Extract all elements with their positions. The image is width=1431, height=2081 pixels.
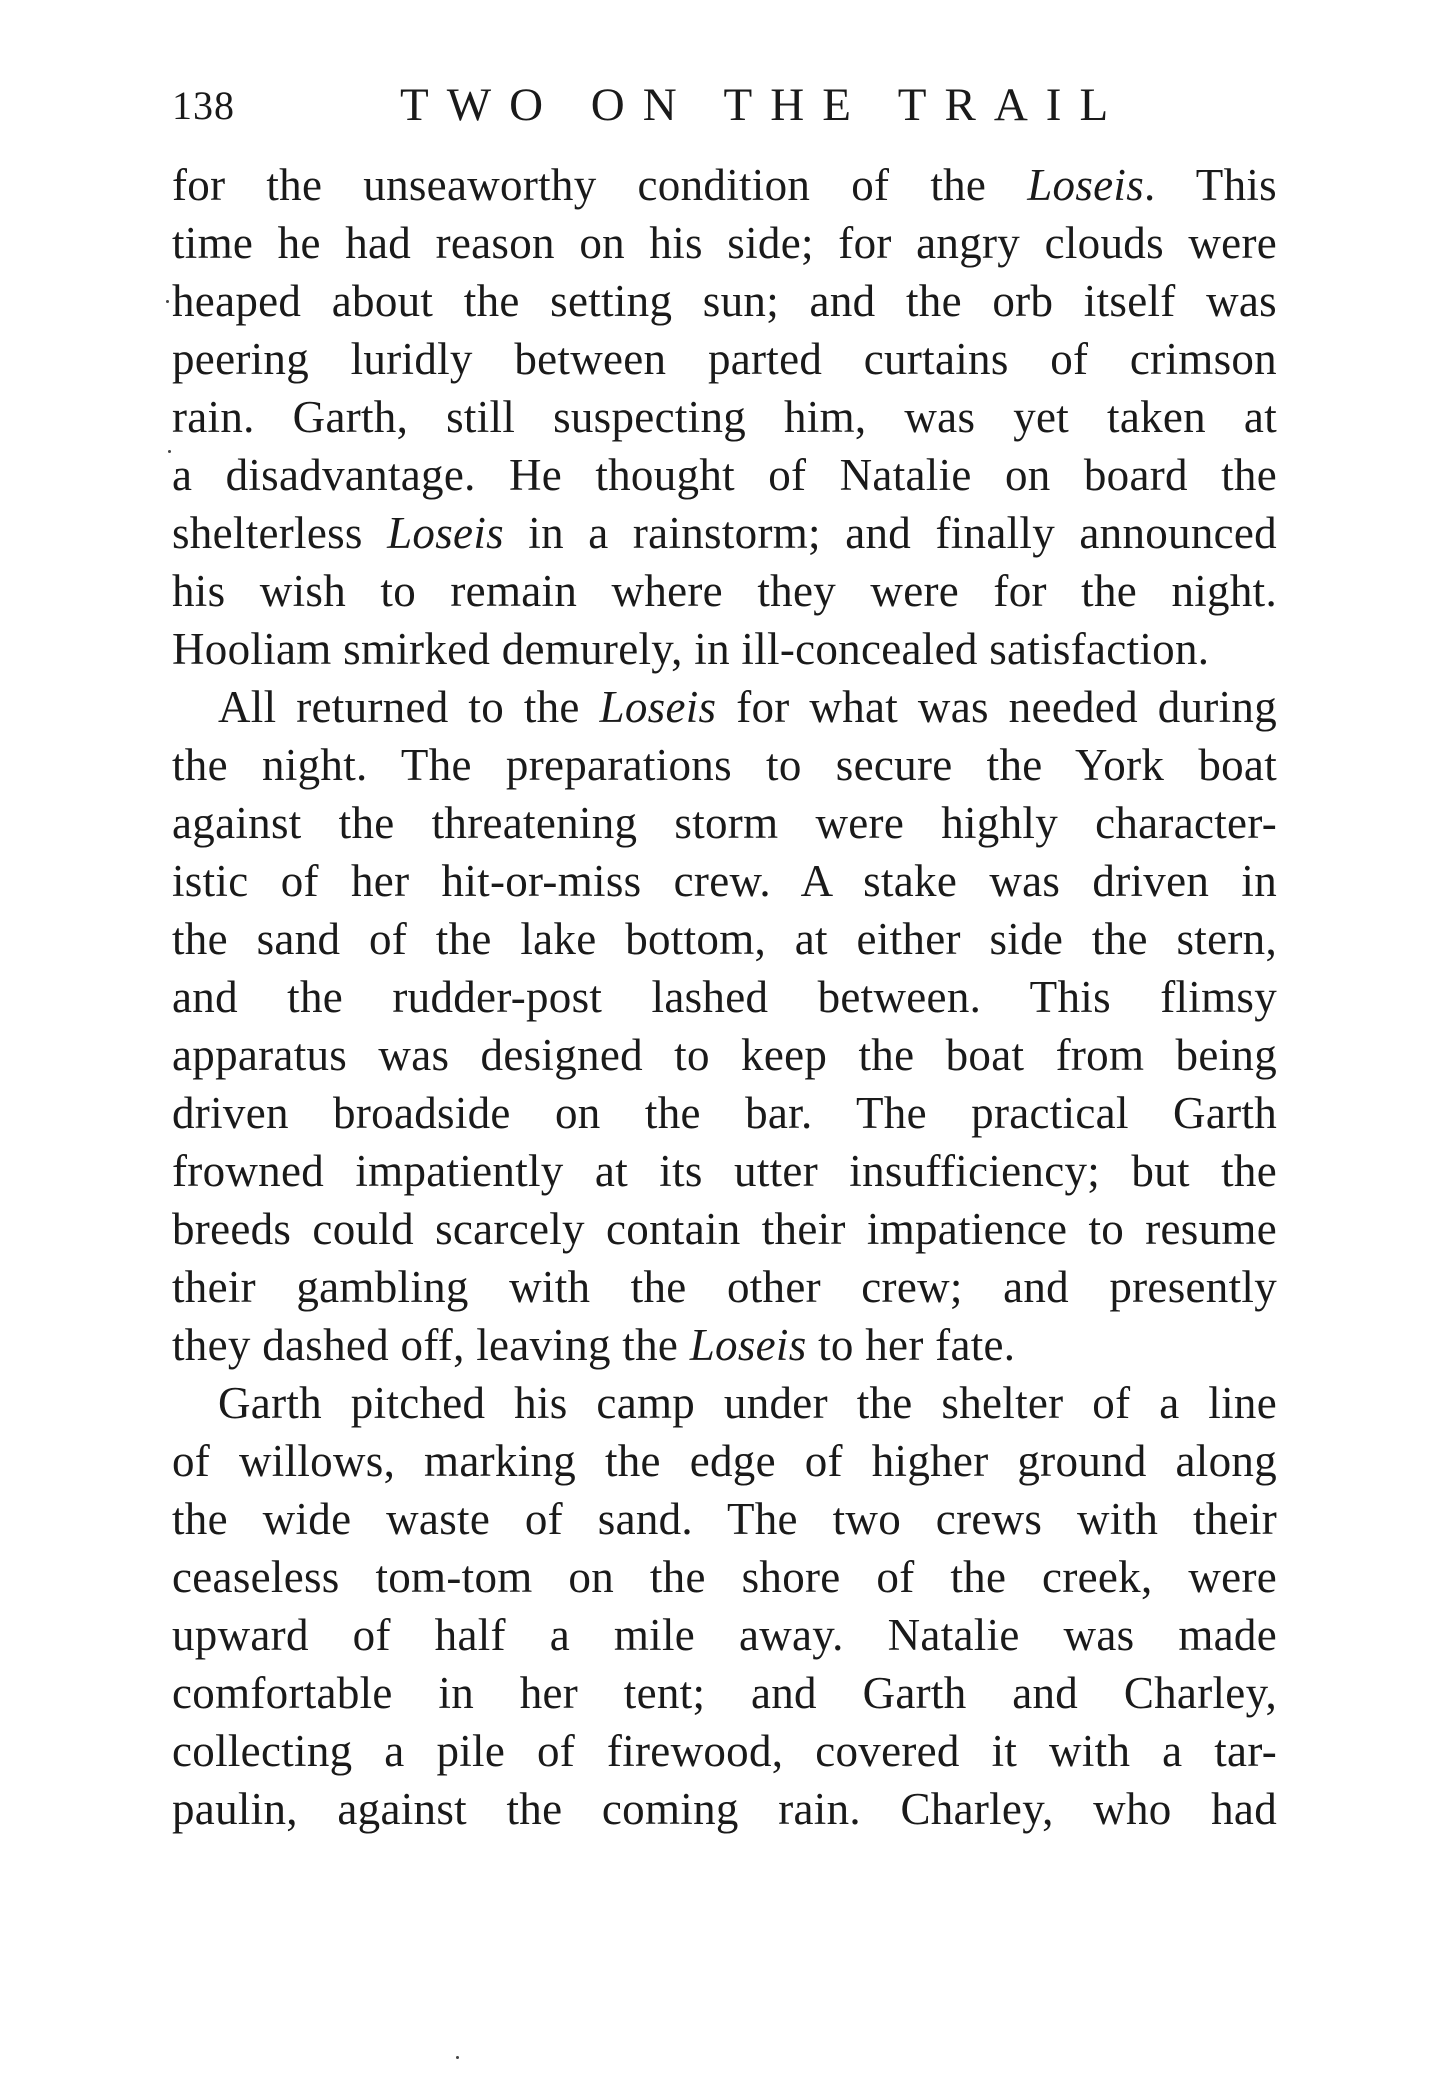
- page-number: 138: [172, 83, 235, 128]
- text-line: breeds could scarcely contain their impatience to resume: [172, 1204, 1277, 1254]
- text-line: ceaseless tom-tom on the shore of the creek, were: [172, 1552, 1277, 1602]
- paper-speck: [456, 2056, 459, 2059]
- text-line: the sand of the lake bottom, at either side the stern,: [172, 914, 1277, 964]
- text-line: for the unseaworthy condition of the Loseis. This: [172, 160, 1277, 210]
- text-line: heaped about the setting sun; and the orb itself was: [172, 276, 1277, 326]
- text-line: rain. Garth, still suspecting him, was yet taken at: [172, 392, 1277, 442]
- text-line: upward of half a mile away. Natalie was made: [172, 1610, 1277, 1660]
- text-line: driven broadside on the bar. The practical Garth: [172, 1088, 1277, 1138]
- text-line: the wide waste of sand. The two crews with their: [172, 1494, 1277, 1544]
- text-line: frowned impatiently at its utter insufficiency; but the: [172, 1146, 1277, 1196]
- text-line: time he had reason on his side; for angry clouds were: [172, 218, 1277, 268]
- paper-speck: [168, 450, 171, 453]
- text-line: comfortable in her tent; and Garth and Charley,: [172, 1668, 1277, 1718]
- page-header: [172, 78, 1277, 138]
- text-line: istic of her hit-or-miss crew. A stake was driven in: [172, 856, 1277, 906]
- running-title: TWO ON THE TRAIL: [400, 79, 1127, 131]
- text-line: their gambling with the other crew; and presently: [172, 1262, 1277, 1312]
- text-line: peering luridly between parted curtains of crimson: [172, 334, 1277, 384]
- text-line: Garth pitched his camp under the shelter of a line: [218, 1378, 1277, 1428]
- text-line: of willows, marking the edge of higher ground along: [172, 1436, 1277, 1486]
- text-line: All returned to the Loseis for what was needed during: [218, 682, 1277, 732]
- text-line: his wish to remain where they were for the night.: [172, 566, 1277, 616]
- text-line: Hooliam smirked demurely, in ill-concealed satisfaction.: [172, 624, 1210, 674]
- text-line: against the threatening storm were highly character-: [172, 798, 1277, 848]
- body-text: [172, 156, 1277, 1838]
- paper-speck: [166, 300, 169, 303]
- text-line: they dashed off, leaving the Loseis to her fate.: [172, 1320, 1016, 1370]
- text-line: a disadvantage. He thought of Natalie on board the: [172, 450, 1277, 500]
- text-line: collecting a pile of firewood, covered it with a tar-: [172, 1726, 1277, 1776]
- text-line: shelterless Loseis in a rainstorm; and finally announced: [172, 508, 1277, 558]
- text-line: paulin, against the coming rain. Charley, who had: [172, 1784, 1277, 1834]
- text-line: the night. The preparations to secure the York boat: [172, 740, 1277, 790]
- text-line: apparatus was designed to keep the boat from being: [172, 1030, 1277, 1080]
- text-line: and the rudder-post lashed between. This flimsy: [172, 972, 1277, 1022]
